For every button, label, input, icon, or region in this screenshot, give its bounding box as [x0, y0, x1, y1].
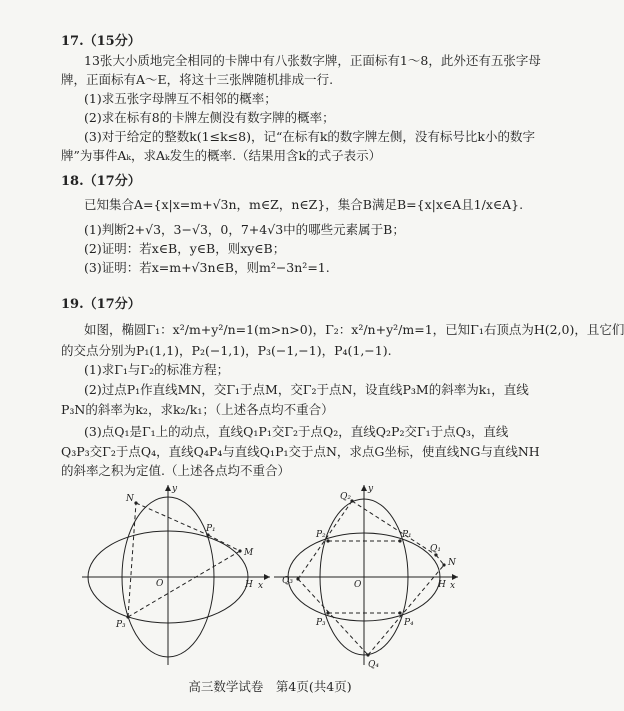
figure-right — [272, 479, 472, 669]
point-P3 — [326, 611, 329, 614]
page-footer: 高三数学试卷 第4页(共4页) — [188, 679, 352, 694]
label-H: H — [245, 580, 253, 590]
q18-part3: (3)证明：若x=m+√3n∈B，则m²−3n²=1. — [84, 260, 330, 275]
label-H: H — [438, 580, 446, 590]
line-Q2-Q1 — [352, 501, 436, 555]
q19-part2-line1: (2)过点P₁作直线MN，交Γ₁于点M，交Γ₂于点N，设直线P₃M的斜率为k₁，直线 — [84, 382, 529, 397]
label-O: O — [354, 580, 362, 590]
q18-stem: 已知集合A={x|x=m+√3n，m∈Z，n∈Z}，集合B满足B={x|x∈A且1/x∈A}. — [84, 197, 524, 212]
q17-part2: (2)求在标有8的卡牌左侧没有数字牌的概率； — [84, 110, 335, 125]
point-Q4 — [366, 653, 369, 656]
point-P2 — [326, 539, 329, 542]
label-x: x — [450, 581, 456, 591]
q18-header: 18.（17分） — [61, 174, 141, 189]
line-P1-M — [208, 535, 240, 551]
point-N — [442, 563, 445, 566]
label-N: N — [448, 558, 456, 568]
label-Q1: Q₁ — [430, 544, 441, 554]
y-axis-arrow — [165, 485, 171, 491]
label-P3: P₃ — [116, 620, 126, 630]
label-M: M — [244, 548, 254, 558]
label-x: x — [258, 581, 264, 591]
line-N-P1 — [136, 503, 208, 535]
line-Q4-N — [368, 565, 444, 655]
q19-part3-line2: Q₃P₃交Γ₂于点Q₄，直线Q₄P₄与直线Q₁P₁交于点N，求点G坐标，使直线NG与直线NH — [61, 444, 540, 459]
label-P1: P₁ — [402, 530, 412, 540]
q19-part3-line3: 的斜率之积为定值.（上述各点均不重合） — [61, 463, 290, 478]
line-P3-N — [128, 503, 136, 617]
label-Q4: Q₄ — [368, 660, 379, 670]
q17-part3-line1: (3)对于给定的整数k(1≤k≤8)，记“在标有k的数字牌左侧，没有标号比k小的数字 — [84, 129, 536, 144]
y-axis-arrow — [361, 485, 367, 491]
q19-header: 19.（17分） — [61, 297, 141, 312]
label-P4: P₄ — [404, 618, 414, 628]
point-Q3 — [296, 577, 299, 580]
label-P3: P₃ — [316, 618, 326, 628]
q18-part1: (1)判断2+√3，3−√3，0，7+4√3中的哪些元素属于B； — [84, 222, 405, 237]
q17-stem-line1: 13张大小质地完全相同的卡牌中有八张数字牌，正面标有1～8，此外还有五张字母 — [84, 53, 541, 68]
point-P3 — [126, 615, 129, 618]
label-P1: P₁ — [206, 524, 216, 534]
line-Q1-N — [436, 555, 444, 565]
line-P3-M — [128, 551, 240, 617]
q19-part1: (1)求Γ₁与Γ₂的标准方程； — [84, 362, 230, 377]
q18-part2: (2)证明：若x∈B，y∈B，则xy∈B； — [84, 241, 286, 256]
label-y: y — [368, 484, 374, 494]
label-y: y — [172, 484, 178, 494]
q17-part1: (1)求五张字母牌互不相邻的概率； — [84, 91, 277, 106]
q17-header: 17.（15分） — [61, 34, 141, 49]
line-Q3-Q4 — [298, 579, 368, 655]
q19-stem-line1: 如图，椭圆Γ₁：x²/m+y²/n=1(m>n>0)，Γ₂：x²/n+y²/m=1，已知Γ₁右顶点为H(2,0)，且它们 — [84, 322, 624, 337]
q17-part3-line2: 牌”为事件Aₖ，求Aₖ发生的概率.（结果用含k的式子表示） — [61, 148, 382, 163]
label-N: N — [126, 494, 134, 504]
label-Q2: Q₂ — [340, 492, 351, 502]
q17-stem-line2: 牌，正面标有A～E，将这十三张牌随机排成一行. — [61, 72, 334, 87]
q19-part3-line1: (3)点Q₁是Γ₁上的动点，直线Q₁P₁交Γ₂于点Q₂，直线Q₂P₂交Γ₁于点Q₃，直线 — [84, 424, 509, 439]
x-axis-arrow — [452, 574, 458, 580]
point-M — [238, 549, 241, 552]
q19-stem-line2: 的交点分别为P₁(1,1)，P₂(−1,1)，P₃(−1,−1)，P₄(1,−1). — [61, 343, 392, 358]
q19-part2-line2: P₃N的斜率为k₂，求k₂/k₁；（上述各点均不重合） — [61, 402, 334, 417]
point-N — [134, 501, 137, 504]
x-axis-arrow — [264, 574, 270, 580]
point-P4 — [398, 611, 401, 614]
label-P2: P₂ — [316, 530, 326, 540]
label-O: O — [156, 579, 164, 589]
label-Q3: Q₃ — [282, 576, 293, 586]
